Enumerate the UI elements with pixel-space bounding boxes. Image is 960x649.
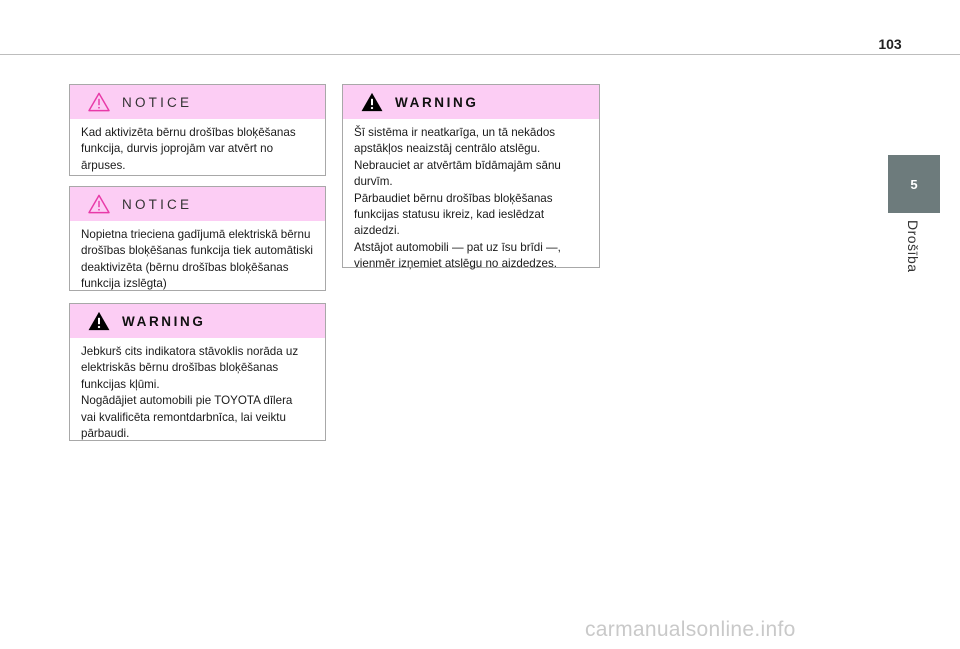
- warning-header: [343, 85, 599, 119]
- notice-text: Kad aktivizēta bērnu drošības bloķēšanas funkcija, durvis joprojām var atvērt no ārpuses.: [81, 126, 296, 172]
- watermark: carmanualsonline.info: [585, 618, 796, 641]
- warning-title: WARNING: [122, 313, 206, 329]
- chapter-tab[interactable]: 5: [888, 155, 940, 213]
- notice-box: [69, 84, 326, 176]
- warning-body: [343, 119, 599, 281]
- caution-triangle-icon: [88, 92, 110, 112]
- top-divider: [0, 54, 960, 55]
- warning-triangle-icon: [88, 311, 110, 331]
- notice-header: [70, 187, 325, 221]
- notice-text: Nopietna trieciena gadījumā elektriskā bērnu drošības bloķēšanas funkcija tiek automātiski deaktivizēta (bērnu drošības bloķēšanas funkcija izslēgta): [81, 228, 313, 291]
- warning-title: WARNING: [395, 94, 479, 110]
- warning-body: [70, 338, 325, 450]
- notice-body: [70, 221, 325, 301]
- warning-text: Šī sistēma ir neatkarīga, un tā nekādos apstākļos neaizstāj centrālo atslēgu. Nebrauciet ar atvērtām bīdāmajām sānu durvīm. Pārbaudiet bērnu drošības bloķēšanas funkcijas statusu ikreiz, kad ieslēdzat aizdedzi. Atstājot automobili — pat uz īsu brīdi —, vienmēr izņemiet atslēgu no aizdedzes.: [354, 126, 561, 271]
- chapter-name: Drošība: [905, 220, 921, 273]
- warning-text: Jebkurš cits indikatora stāvoklis norāda uz elektriskās bērnu drošības bloķēšanas funkcijas kļūmi. Nogādājiet automobili pie TOYOTA dīlera vai kvalificēta remontdarbnīca, lai veiktu pārbaudi.: [81, 345, 299, 441]
- notice-box: [69, 186, 326, 291]
- warning-box: [342, 84, 600, 271]
- notice-title: NOTICE: [122, 196, 193, 212]
- notice-header: [70, 85, 325, 119]
- notice-title: NOTICE: [122, 94, 193, 110]
- warning-header: [70, 304, 325, 338]
- warning-triangle-icon: [361, 92, 383, 112]
- caution-triangle-icon: [88, 194, 110, 214]
- notice-body: [70, 119, 325, 182]
- warning-box: [69, 303, 326, 441]
- page-number: 103: [878, 36, 902, 52]
